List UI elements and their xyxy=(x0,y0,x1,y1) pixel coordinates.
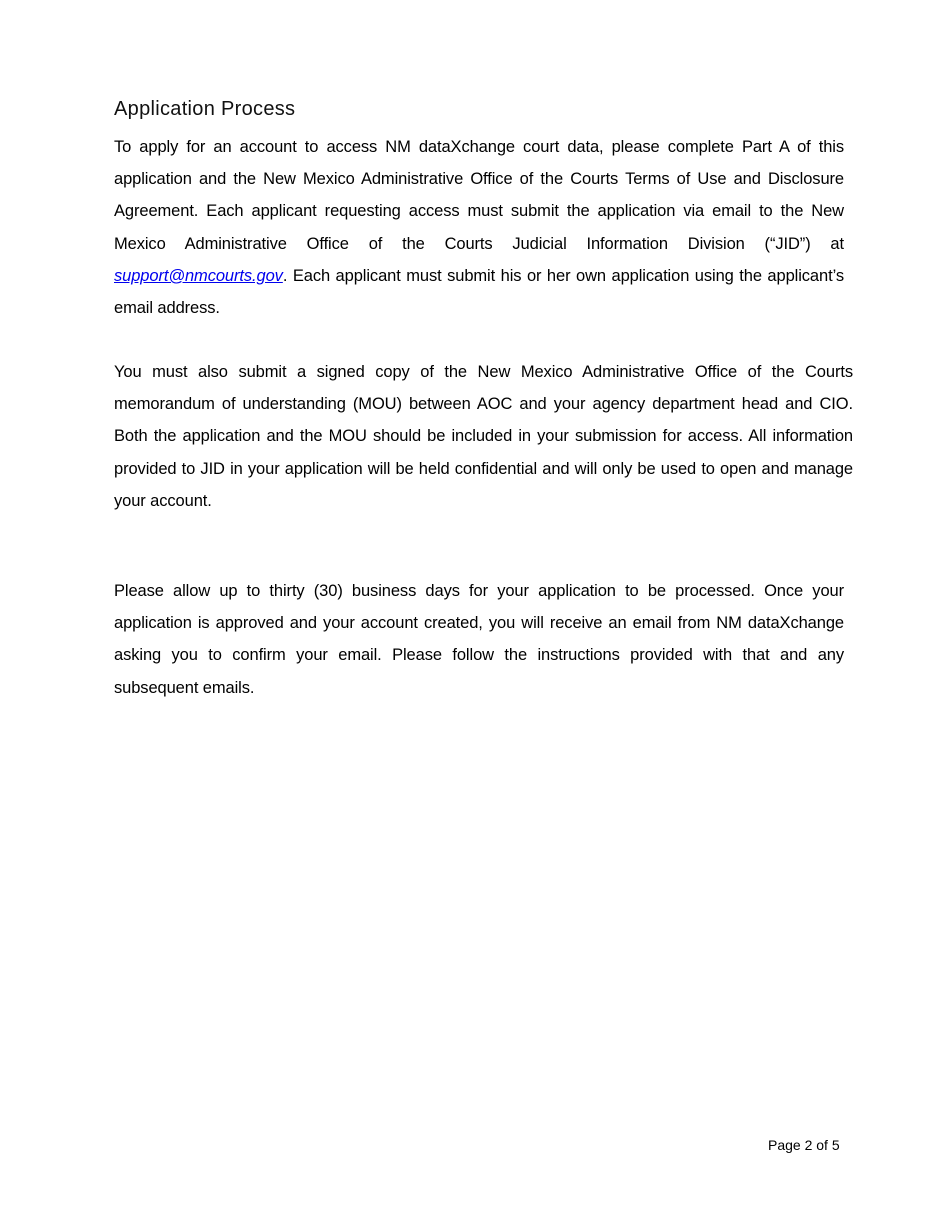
page-number: Page 2 of 5 xyxy=(768,1137,840,1153)
paragraph-processing-time: Please allow up to thirty (30) business days for your application to be processed. Once your application is approved and your account created, you will receive an email from NM dataXchange asking you to confirm your email. Please follow the instructions provided with that and any subsequent emails. xyxy=(114,582,844,697)
paragraph-mou-requirement: You must also submit a signed copy of the New Mexico Administrative Office of the Courts memorandum of understanding (MOU) between AOC and your agency department head and CIO. Both the application and the MOU should be included in your submission for access. All information provided to JID in your application will be held confidential and will only be used to open and manage your account. xyxy=(114,363,853,510)
support-email-link[interactable]: support@nmcourts.gov xyxy=(114,266,283,285)
paragraph-text-after-email: . Each applicant must submit his or her own application using the applicant’s email address. xyxy=(114,266,844,318)
section-heading: Application Process xyxy=(114,98,296,120)
paragraph-text-before-email: To apply for an account to access NM dataXchange court data, please complete Part A of this application and the New Mexico Administrative Office of the Courts Terms of Use and Disclosure Agreement. Each applicant requesting access must submit the application via email to the New Mexico Administrative Office of the Courts Judicial Information Division (“JID”) at xyxy=(114,138,844,253)
paragraph-application-instructions xyxy=(114,131,844,324)
